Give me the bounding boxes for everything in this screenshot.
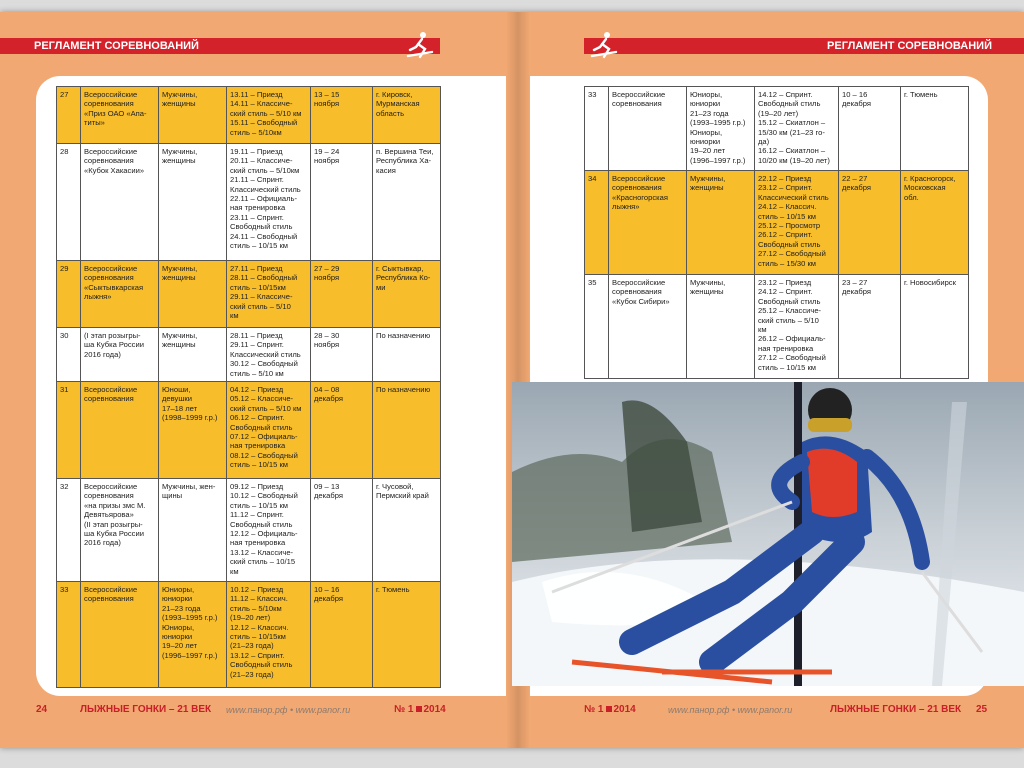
cell-participants: Юниоры, юниорки 21–23 года (1993–1995 г.р.) Юниоры, юниорки 19–20 лет (1996–1997 г.р.): [687, 87, 755, 171]
cell-place: г. Тюмень: [901, 87, 969, 171]
cell-num: 34: [585, 171, 609, 275]
table-row: [585, 87, 969, 171]
cell-name: Всероссийские соревнования: [81, 382, 159, 479]
right-websites: www.панор.рф • www.panor.ru: [668, 705, 793, 715]
cell-num: 28: [57, 144, 81, 261]
skier-logo-icon: [406, 30, 434, 60]
left-websites: www.панор.рф • www.panor.ru: [226, 705, 351, 715]
cell-place: г. Красногорск, Московская обл.: [901, 171, 969, 275]
cell-name: Всероссийские соревнования «на призы змс М. Девятьярова» (II этап розыгры- ша Кубка России 2016 года): [81, 479, 159, 582]
cell-participants: Мужчины, женщины: [159, 261, 227, 328]
table-row: [585, 275, 969, 379]
cell-program: 22.12 – Приезд 23.12 – Спринт. Классический стиль 24.12 – Классич. стиль – 10/15 км 25.12 – Просмотр 26.12 – Спринт. Свободный стиль 27.12 – Свободный стиль – 15/30 км: [755, 171, 839, 275]
cell-num: 30: [57, 328, 81, 382]
right-page-number: 25: [976, 704, 988, 715]
left-issue: № 1 2014: [394, 704, 446, 715]
cell-dates: 22 – 27 декабря: [839, 171, 901, 275]
cell-dates: 23 – 27 декабря: [839, 275, 901, 379]
cell-name: Всероссийские соревнования «Красногорская лыжня»: [609, 171, 687, 275]
slalom-skier-photo: [512, 382, 1024, 686]
cell-program: 10.12 – Приезд 11.12 – Классич. стиль – 5/10км (19–20 лет) 12.12 – Классич. стиль – 10/15км (21–23 года) 13.12 – Спринт. Свободный стиль (21–23 года): [227, 582, 311, 688]
cell-program: 27.11 – Приезд 28.11 – Свободный стиль – 10/15км 29.11 – Классиче- ский стиль – 5/10 км: [227, 261, 311, 328]
cell-num: 32: [57, 479, 81, 582]
cell-participants: Юноши, девушки 17–18 лет (1998–1999 г.р.): [159, 382, 227, 479]
right-page-header: РЕГЛАМЕНТ СОРЕВНОВАНИЙ: [584, 38, 1024, 54]
cell-place: п. Вершина Теи, Республика Ха- касия: [373, 144, 441, 261]
table-row: [57, 582, 441, 688]
cell-participants: Мужчины, женщины: [159, 144, 227, 261]
left-page-number: 24: [36, 704, 48, 715]
skier-logo-icon-right: [590, 30, 618, 60]
cell-place: г. Новосибирск: [901, 275, 969, 379]
cell-program: 14.12 – Спринт. Свободный стиль (19–20 лет) 15.12 – Скиатлон – 15/30 км (21–23 го- да) 16.12 – Скиатлон – 10/20 км (19–20 лет): [755, 87, 839, 171]
cell-participants: Мужчины, женщины: [159, 87, 227, 144]
left-magazine-name: ЛЫЖНЫЕ ГОНКИ – 21 ВЕК: [80, 704, 212, 715]
cell-place: г. Кировск, Мурманская область: [373, 87, 441, 144]
table-row: [57, 382, 441, 479]
cell-num: 31: [57, 382, 81, 479]
cell-name: Всероссийские соревнования «Сыктывкарская лыжня»: [81, 261, 159, 328]
cell-num: 27: [57, 87, 81, 144]
cell-place: г. Сыктывкар, Республика Ко- ми: [373, 261, 441, 328]
cell-name: Всероссийские соревнования: [609, 87, 687, 171]
left-schedule-table: [56, 86, 441, 688]
cell-participants: Юниоры, юниорки 21–23 года (1993–1995 г.р.) Юниоры, юниорки 19–20 лет (1996–1997 г.р.): [159, 582, 227, 688]
cell-program: 28.11 – Приезд 29.11 – Спринт. Классический стиль 30.12 – Свободный стиль – 5/10 км: [227, 328, 311, 382]
cell-name: (I этап розыгры- ша Кубка России 2016 года): [81, 328, 159, 382]
cell-participants: Мужчины, женщины: [159, 328, 227, 382]
cell-name: Всероссийские соревнования «Приз ОАО «Апа- титы»: [81, 87, 159, 144]
cell-dates: 10 – 16 декабря: [311, 582, 373, 688]
cell-num: 33: [57, 582, 81, 688]
cell-place: По назначению: [373, 328, 441, 382]
cell-dates: 27 – 29 ноября: [311, 261, 373, 328]
cell-place: По назначению: [373, 382, 441, 479]
cell-dates: 09 – 13 декабря: [311, 479, 373, 582]
cell-num: 29: [57, 261, 81, 328]
table-row: [57, 261, 441, 328]
cell-name: Всероссийские соревнования «Кубок Хакасии»: [81, 144, 159, 261]
table-row: [57, 87, 441, 144]
cell-participants: Мужчины, женщины: [687, 171, 755, 275]
table-row: [57, 328, 441, 382]
cell-place: г. Тюмень: [373, 582, 441, 688]
table-row: [57, 479, 441, 582]
cell-place: г. Чусовой, Пермский край: [373, 479, 441, 582]
cell-name: Всероссийские соревнования: [81, 582, 159, 688]
cell-num: 35: [585, 275, 609, 379]
cell-dates: 19 – 24 ноября: [311, 144, 373, 261]
right-magazine-name: ЛЫЖНЫЕ ГОНКИ – 21 ВЕК: [830, 704, 962, 715]
right-issue: № 1 2014: [584, 704, 636, 715]
table-row: [585, 171, 969, 275]
cell-program: 13.11 – Приезд 14.11 – Классиче- ский стиль – 5/10 км 15.11 – Свободный стиль – 5/10км: [227, 87, 311, 144]
cell-participants: Мужчины, женщины: [687, 275, 755, 379]
cell-name: Всероссийские соревнования «Кубок Сибири»: [609, 275, 687, 379]
left-page-header: РЕГЛАМЕНТ СОРЕВНОВАНИЙ: [0, 38, 440, 54]
cell-program: 23.12 – Приезд 24.12 – Спринт. Свободный стиль 25.12 – Классиче- ский стиль – 5/10 км 26.12 – Официаль- ная тренировка 27.12 – Свободный стиль – 10/15 км: [755, 275, 839, 379]
cell-dates: 04 – 08 декабря: [311, 382, 373, 479]
cell-program: 09.12 – Приезд 10.12 – Свободный стиль – 10/15 км 11.12 – Спринт. Свободный стиль 12.12 – Официаль- ная тренировка 13.12 – Классиче- ский стиль – 10/15 км: [227, 479, 311, 582]
table-row: [57, 144, 441, 261]
right-schedule-table: [584, 86, 969, 379]
cell-program: 19.11 – Приезд 20.11 – Классиче- ский стиль – 5/10км 21.11 – Спринт. Классический стиль 22.11 – Официаль- ная тренировка 23.11 – Спринт. Свободный стиль 24.11 – Свободный стиль – 10/15 км: [227, 144, 311, 261]
cell-dates: 10 – 16 декабря: [839, 87, 901, 171]
cell-program: 04.12 – Приезд 05.12 – Классиче- ский стиль – 5/10 км 06.12 – Спринт. Свободный стиль 07.12 – Официаль- ная тренировка 08.12 – Свободный стиль – 10/15 км: [227, 382, 311, 479]
cell-dates: 13 – 15 ноября: [311, 87, 373, 144]
cell-dates: 28 – 30 ноября: [311, 328, 373, 382]
cell-num: 33: [585, 87, 609, 171]
cell-participants: Мужчины, жен- щины: [159, 479, 227, 582]
